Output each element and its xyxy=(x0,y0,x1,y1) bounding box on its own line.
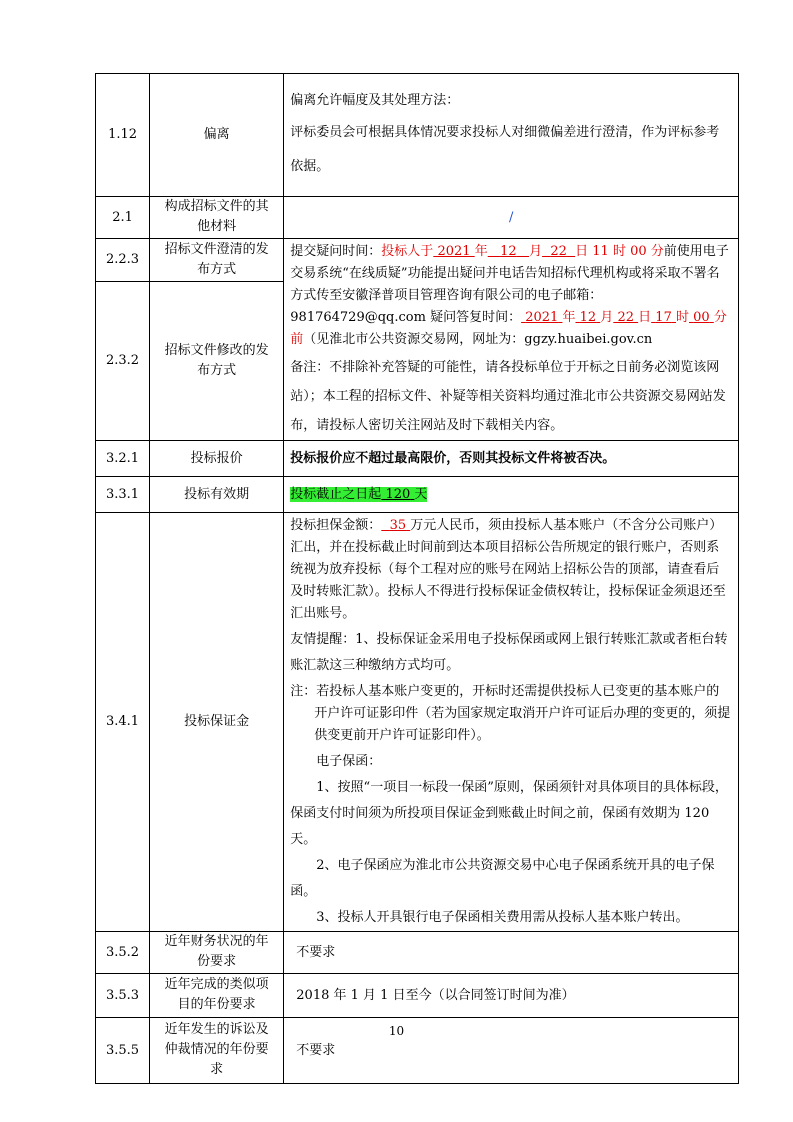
clause-item-label: 构成招标文件的其他材料 xyxy=(164,199,269,234)
clause-item xyxy=(150,477,284,513)
clause-number: 2.3.2 xyxy=(96,282,150,441)
clause-item-label: 近年发生的诉讼及仲裁情况的年份要求 xyxy=(164,1022,269,1077)
clause-item xyxy=(150,513,284,932)
clarification-schedule: 提交疑问时间：投标人于 2021 年 12 月 22 日 11 时 00 分前使用电子交易系统“在线质疑”功能提出疑问并电话告知招标代理机构或将采取不署名方式传至安徽泽普项目管理咨询有限公司的电子邮箱：981764729@qq.com 疑问答复时间： 2021 年 12 月 22 日 17 时 00 分前（见淮北市公共资源交易网，网址为：ggzy.huaibei.gov.cn xyxy=(290,244,729,347)
clause-item xyxy=(150,441,284,477)
clause-number: 3.3.1 xyxy=(96,477,150,513)
clause-number: 3.5.5 xyxy=(96,1018,150,1084)
clause-content: 不要求 xyxy=(284,1018,739,1084)
clause-number: 2.1 xyxy=(96,197,150,239)
friendly-reminder: 友情提醒：1、投标保证金采用电子投标保函或网上银行转账汇款或者柜台转账汇款这三种缴纳方式均可。 xyxy=(290,632,728,673)
clause-item-label: 招标文件澄清的发布方式 xyxy=(164,241,269,277)
clause-item xyxy=(150,974,284,1018)
clause-item xyxy=(150,282,284,441)
table-row xyxy=(96,477,739,513)
validity-highlight: 投标截止之日起 120 天 xyxy=(290,486,428,502)
e-guarantee-item-3: 3、投标人开具银行电子保函相关费用需从投标人基本账户转出。 xyxy=(316,910,689,925)
clause-content xyxy=(284,477,739,513)
clause-content: 不要求 xyxy=(284,932,739,974)
clause-item xyxy=(150,197,284,239)
clause-number: 3.2.1 xyxy=(96,441,150,477)
clause-item xyxy=(150,239,284,282)
page-number: 10 xyxy=(388,1024,405,1038)
clause-number: 2.2.3 xyxy=(96,239,150,282)
e-guarantee-title: 电子保函： xyxy=(316,754,382,769)
clause-number: 3.4.1 xyxy=(96,513,150,932)
table-row xyxy=(96,74,739,197)
clause-item-label: 招标文件修改的发布方式 xyxy=(164,342,269,378)
clause-content: 2018 年 1 月 1 日至今（以合同签订时间为准） xyxy=(284,974,739,1018)
e-guarantee-item-2: 2、电子保函应为淮北市公共资源交易中心电子保函系统开具的电子保函。 xyxy=(290,858,715,899)
clause-item-label: 偏离 xyxy=(203,127,230,142)
clause-number: 3.5.3 xyxy=(96,974,150,1018)
guarantee-amount: 投标担保金额： 35 万元人民币，须由投标人基本账户（不含分公司账户）汇出，并在投标截止时间前到达本项目招标公告所规定的银行账户，否则系统视为放弃投标（每个工程对应的账号在网站上招标公告的顶部，请查看后及时转账汇款）。投标人不得进行投标保证金债权转让，投标保证金须退还至汇出账号。 xyxy=(290,518,726,621)
table-row xyxy=(96,197,739,239)
table-row xyxy=(96,932,739,974)
clause-content xyxy=(284,74,739,197)
bid-data-table xyxy=(95,73,739,1084)
clause-number: 3.5.2 xyxy=(96,932,150,974)
table-row xyxy=(96,441,739,477)
table-row xyxy=(96,513,739,932)
table-row xyxy=(96,974,739,1018)
table-row xyxy=(96,239,739,282)
clause-item-label: 近年完成的类似项目的年份要求 xyxy=(164,977,269,1012)
clause-content xyxy=(284,239,739,441)
clause-content xyxy=(284,513,739,932)
clause-number: 1.12 xyxy=(96,74,150,197)
e-guarantee-item-1: 1、按照“一项目一标段一保函”原则，保函须针对具体项目的具体标段，保函支付时间须为所投项目保证金到账截止时间之前，保函有效期为 120 天。 xyxy=(290,780,728,847)
clause-content: / xyxy=(284,197,739,239)
clause-item xyxy=(150,932,284,974)
clarification-note: 备注：不排除补充答疑的可能性，请各投标单位于开标之日前务必浏览该网站）；本工程的招标文件、补疑等相关资料均通过淮北市公共资源交易网站发布，请投标人密切关注网站及时下载相关内容。 xyxy=(290,360,726,433)
deviation-text: 评标委员会可根据具体情况要求投标人对细微偏差进行澄清，作为评标参考依据。 xyxy=(290,125,720,174)
clause-item xyxy=(150,74,284,197)
clause-content: 投标报价应不超过最高限价，否则其投标文件将被否决。 xyxy=(284,441,739,477)
deviation-heading: 偏离允许幅度及其处理方法： xyxy=(290,93,460,108)
guarantee-note: 注：若投标人基本账户变更的，开标时还需提供投标人已变更的基本账户的开户许可证影印件（若为国家规定取消开户许可证后办理的变更的，须提供变更前开户许可证影印件）。 xyxy=(290,684,731,743)
clause-item-label: 投标报价 xyxy=(190,450,243,466)
clause-item-label: 近年财务状况的年份要求 xyxy=(164,934,269,969)
clause-item-label: 投标保证金 xyxy=(184,714,250,729)
clause-item-label: 投标有效期 xyxy=(184,486,250,502)
